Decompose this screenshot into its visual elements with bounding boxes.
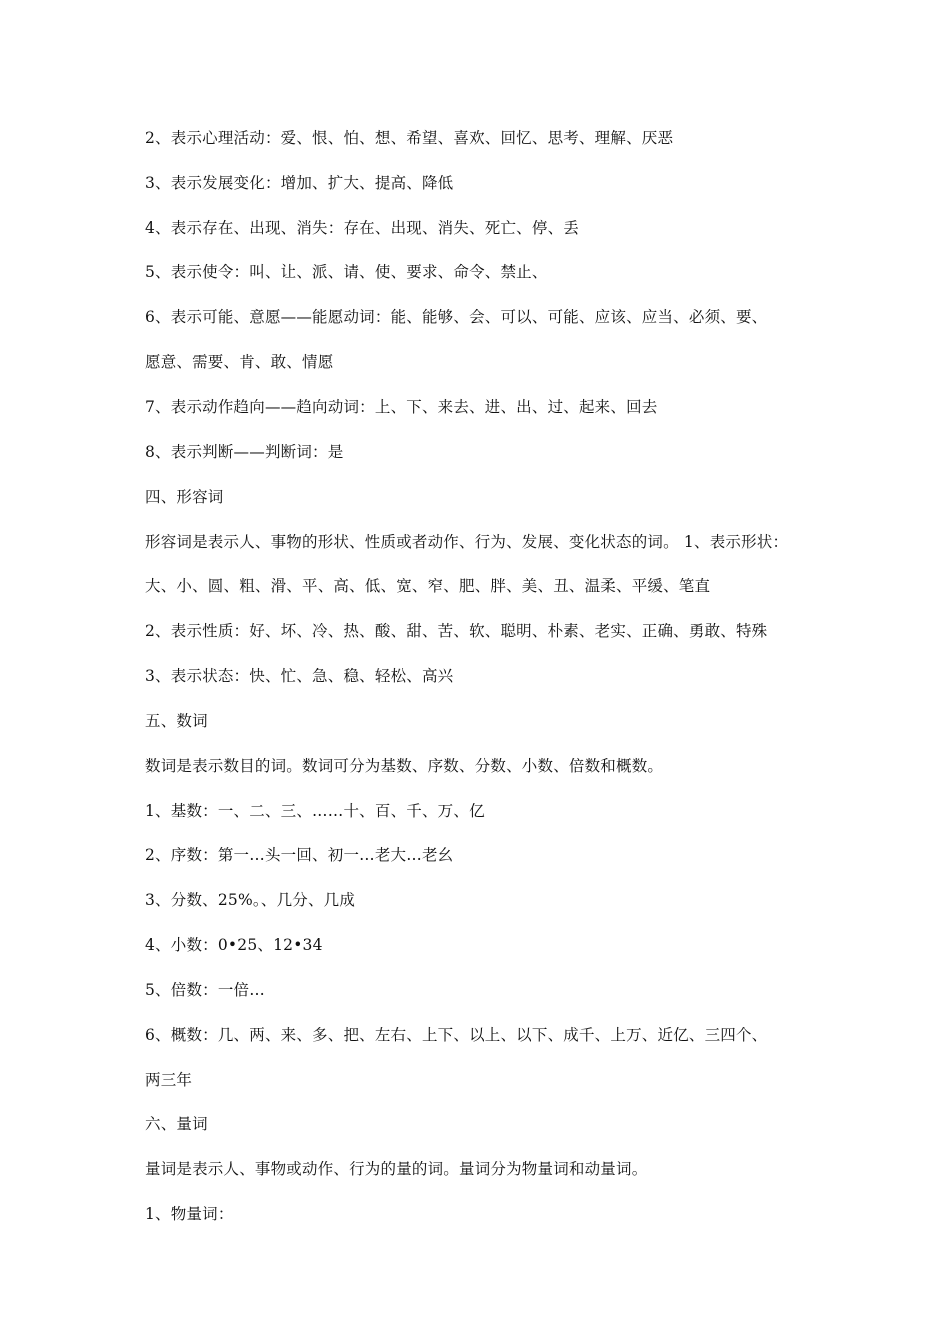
text-line: 量词是表示人、事物或动作、行为的量的词。量词分为物量词和动量词。: [145, 1160, 648, 1178]
text-line: 两三年: [145, 1071, 193, 1089]
text-line: 5、倍数：一倍…: [145, 981, 265, 999]
text-line: 2、序数：第一…头一回、初一…老大…老幺: [145, 846, 454, 864]
text-line: 1、物量词：: [145, 1205, 234, 1223]
text-line: 8、表示判断——判断词：是: [145, 443, 344, 461]
text-line: 2、表示性质：好、坏、冷、热、酸、甜、苦、软、聪明、朴素、老实、正确、勇敢、特殊: [145, 622, 768, 640]
text-line: 2、表示心理活动：爱、恨、怕、想、希望、喜欢、回忆、思考、理解、厌恶: [145, 129, 674, 147]
text-line: 6、概数：几、两、来、多、把、左右、上下、以上、以下、成千、上万、近亿、三四个、: [145, 1026, 768, 1044]
text-line: 3、表示状态：快、忙、急、稳、轻松、高兴: [145, 667, 454, 685]
section-heading: 四、形容词: [145, 488, 224, 506]
text-line: 6、表示可能、意愿——能愿动词：能、能够、会、可以、可能、应该、应当、必须、要、: [145, 308, 768, 326]
text-line: 愿意、需要、肯、敢、情愿: [145, 353, 334, 371]
section-heading: 六、量词: [145, 1115, 208, 1133]
text-line: 1、基数：一、二、三、……十、百、千、万、亿: [145, 802, 485, 820]
text-line: 7、表示动作趋向——趋向动词：上、下、来去、进、出、过、起来、回去: [145, 398, 658, 416]
text-line: 大、小、圆、粗、滑、平、高、低、宽、窄、肥、胖、美、丑、温柔、平缓、笔直: [145, 577, 711, 595]
text-line: 4、小数：0•25、12•34: [145, 936, 323, 954]
text-line: 3、表示发展变化：增加、扩大、提高、降低: [145, 174, 454, 192]
text-line: 数词是表示数目的词。数词可分为基数、序数、分数、小数、倍数和概数。: [145, 757, 664, 775]
text-line: 3、分数、25%。、几分、几成: [145, 891, 356, 909]
text-line: 5、表示使令：叫、让、派、请、使、要求、命令、禁止、: [145, 263, 548, 281]
text-line: 形容词是表示人、事物的形状、性质或者动作、行为、发展、变化状态的词。 1、表示形状：: [145, 533, 789, 551]
text-line: 4、表示存在、出现、消失：存在、出现、消失、死亡、停、丢: [145, 219, 579, 237]
section-heading: 五、数词: [145, 712, 208, 730]
